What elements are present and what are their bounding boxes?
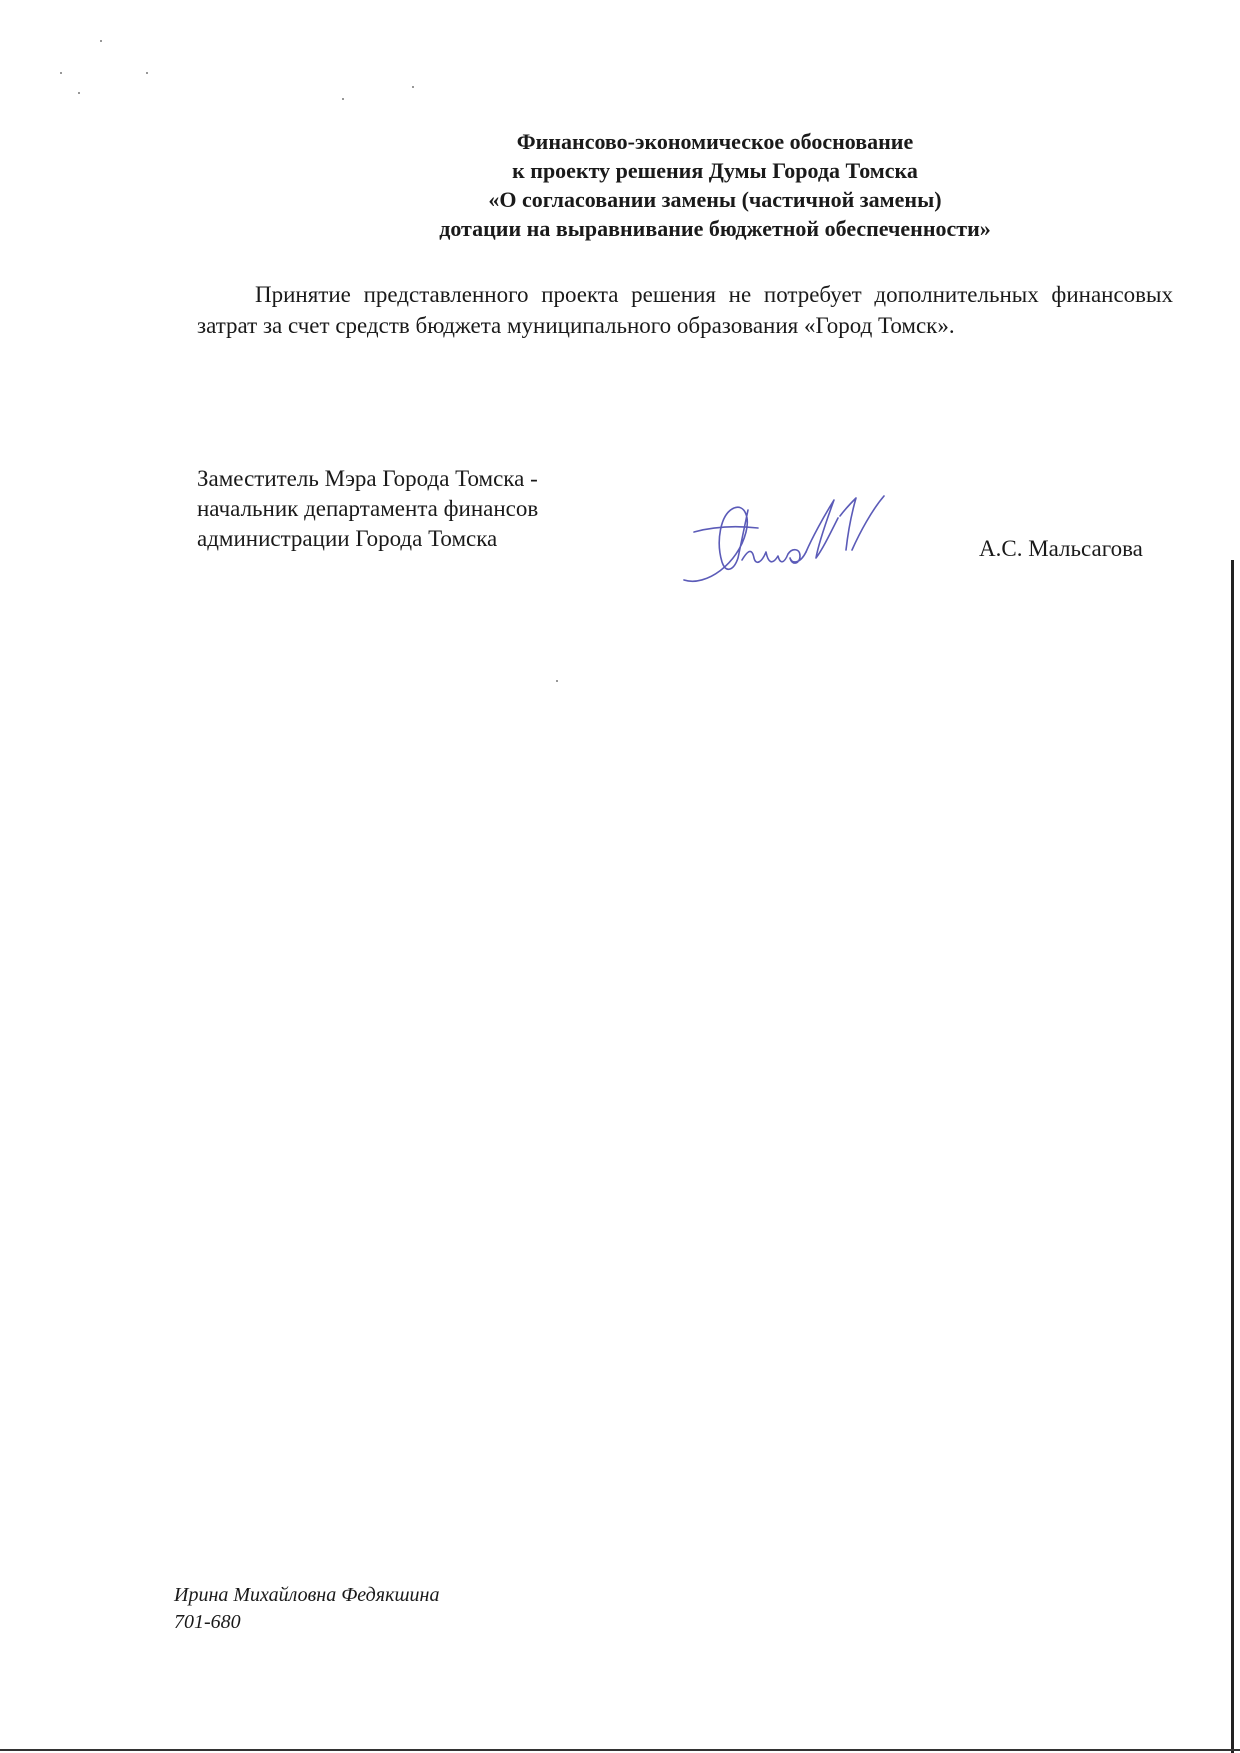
scan-speck [342,98,344,100]
executor-phone: 701-680 [174,1611,241,1633]
signatory-name: А.С. Мальсагова [979,536,1143,561]
scan-speck [100,40,102,42]
scan-edge-right [1231,560,1234,1753]
title-line-2: к проекту решения Думы Города Томска [512,158,918,183]
handwritten-signature [676,492,946,592]
scan-speck [78,92,80,94]
executor-block [174,1582,439,1636]
position-line-1: Заместитель Мэра Города Томска - [197,466,538,491]
executor-name: Ирина Михайловна Федякшина [174,1584,440,1606]
scan-speck [556,680,558,682]
position-line-3: администрации Города Томска [197,526,498,551]
title-line-1: Финансово-экономическое обоснование [516,129,914,154]
body-paragraph: Принятие представленного проекта решения не потребует дополнительных финансовых затрат за счет средств бюджета муниципального образования «Город Томск». [197,282,1173,338]
scan-edge-bottom [0,1749,1240,1751]
signatory-position [197,464,538,554]
scan-speck [146,72,148,74]
scan-speck [60,72,62,74]
title-line-4: дотации на выравнивание бюджетной обеспеченности» [439,216,991,241]
document-title [310,127,1120,243]
scan-speck [412,86,414,88]
title-line-3: «О согласовании замены (частичной замены) [488,187,942,212]
position-line-2: начальник департамента финансов [197,496,539,521]
